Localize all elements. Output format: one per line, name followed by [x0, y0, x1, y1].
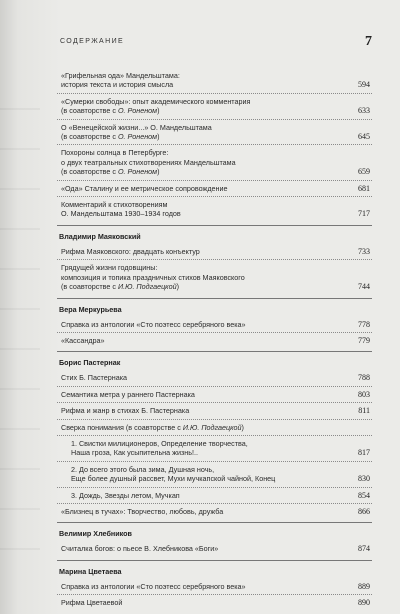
toc-page-number: 890 [358, 598, 370, 608]
toc-entry[interactable] [57, 244, 372, 259]
toc-page-number: 744 [358, 282, 370, 292]
toc-entry-line: (в соавторстве с О. Роненом) [61, 167, 160, 177]
toc-page-number: 854 [358, 490, 370, 500]
toc-page-number: 811 [358, 406, 370, 416]
toc-page-number: 830 [358, 474, 370, 484]
toc-entry-line: Семантика метра у раннего Пастернака [61, 389, 195, 399]
toc-entry-line: «Сумерки свободы»: опыт академического комментария [61, 96, 251, 106]
toc-entry-line: история текста и история смысла [61, 80, 174, 90]
toc-entry[interactable] [57, 332, 372, 348]
toc-entry-title [61, 390, 329, 399]
toc-entry-title [61, 336, 329, 345]
toc-entry[interactable] [57, 68, 372, 93]
toc-entry-line: (в соавторстве с О. Роненом) [61, 106, 160, 116]
toc-entry-line: «Близнец в тучах»: Творчество, любовь, дружба [61, 506, 224, 516]
author-heading: Борис Пастернак [57, 351, 372, 370]
toc-entry-line: о двух театральных стихотворениях Мандельштама [61, 157, 236, 167]
toc-page-number: 717 [358, 209, 370, 219]
toc-entry-title [61, 97, 329, 116]
toc-entry[interactable] [57, 370, 372, 385]
toc-entry-title [61, 544, 329, 553]
toc-entry-line: (в соавторстве с И.Ю. Подгаецкой) [61, 282, 179, 292]
toc-entry-title [61, 373, 329, 382]
toc-entry-line: композиция и топика праздничных стихов Маяковского [61, 272, 245, 282]
toc-entry-title [61, 507, 329, 516]
running-head: СОДЕРЖАНИЕ [60, 38, 125, 45]
toc-entry-title [71, 491, 339, 500]
toc-entry-line: Грядущей жизни годовщины: [61, 263, 158, 273]
toc-entry[interactable] [57, 419, 372, 435]
toc-entry[interactable] [57, 594, 372, 610]
toc-entry-title [61, 263, 329, 291]
author-heading: Вера Меркурьева [57, 298, 372, 317]
toc-entry-line: Еще более душный рассвет, Мухи мучкапской чайной, Конец [71, 474, 276, 484]
toc-entry-title [61, 247, 329, 256]
toc-page-number: 778 [358, 319, 370, 329]
toc-page-number: 681 [358, 183, 370, 193]
toc-page-number: 788 [358, 373, 370, 383]
toc-entry-title [61, 123, 329, 142]
toc-entry-line: 1. Свистки милиционеров, Определение творчества, [71, 438, 248, 448]
toc-entry-line: «Грифельная ода» Мандельштама: [61, 71, 180, 80]
toc-page-number: 874 [358, 544, 370, 554]
toc-entry[interactable] [57, 196, 372, 222]
bleed-through-shadow [0, 70, 40, 550]
toc-entry[interactable] [57, 259, 372, 294]
toc-page-number: 817 [358, 448, 370, 458]
toc-entry-line: «Ода» Сталину и ее метрическое сопровождение [61, 183, 228, 193]
author-heading: Велимир Хлебников [57, 522, 372, 541]
toc-entry[interactable] [57, 119, 372, 145]
toc-entry-line: Считалка богов: о пьесе В. Хлебникова «Боги» [61, 544, 219, 554]
toc-page-number: 594 [358, 80, 370, 90]
toc-entry[interactable] [57, 503, 372, 519]
toc-entry[interactable] [57, 317, 372, 332]
toc-entry[interactable] [57, 180, 372, 196]
toc-entry[interactable] [57, 461, 372, 487]
toc-entry[interactable] [57, 93, 372, 119]
toc-page-number: 659 [358, 167, 370, 177]
toc-entry-line: О. Мандельштама 1930–1934 годов [61, 209, 181, 219]
toc-entry-line: О «Венецейской жизни...» О. Мандельштама [61, 122, 212, 132]
toc-entry-title [61, 71, 329, 90]
toc-entry[interactable] [57, 579, 372, 594]
toc-entry[interactable] [57, 402, 372, 418]
toc-entry-line: (в соавторстве с О. Роненом) [61, 132, 160, 142]
toc-entry-line: Рифма Маяковского: двадцать конъектур [61, 246, 200, 256]
toc-entry-title [61, 200, 329, 219]
toc-entry-line: Комментарий к стихотворениям [61, 200, 168, 210]
toc-entry-title [61, 423, 329, 432]
toc-entry[interactable] [57, 435, 372, 461]
toc-entry[interactable] [57, 541, 372, 556]
toc-entry[interactable] [57, 386, 372, 402]
table-of-contents [57, 68, 372, 611]
toc-entry-line: «Кассандра» [61, 335, 105, 345]
toc-page-number: 633 [358, 106, 370, 116]
toc-entry-line: Справка из антологии «Сто поэтесс серебряного века» [61, 319, 246, 329]
author-heading: Владимир Маяковский [57, 225, 372, 244]
toc-entry-title [61, 320, 329, 329]
toc-entry-title [71, 465, 339, 484]
toc-entry-line: 2. До всего этого была зима, Душная ночь, [71, 464, 215, 474]
toc-page-number: 733 [358, 246, 370, 256]
toc-page-number: 779 [358, 335, 370, 345]
toc-entry-title [61, 148, 329, 176]
toc-entry-title [71, 439, 339, 458]
toc-entry[interactable] [57, 487, 372, 503]
toc-page-number: 889 [358, 581, 370, 591]
toc-entry-line: Стих Б. Пастернака [61, 373, 128, 383]
page-header [60, 36, 372, 50]
toc-entry-title [61, 582, 329, 591]
toc-entry[interactable] [57, 144, 372, 179]
toc-entry-title [61, 406, 329, 415]
toc-page-number: 803 [358, 389, 370, 399]
toc-page-number: 866 [358, 506, 370, 516]
toc-entry-line: Справка из антологии «Сто поэтесс серебряного века» [61, 581, 246, 591]
toc-entry-line: Наша гроза, Как усыпительна жизнь!.. [71, 448, 198, 458]
page-number: 7 [365, 34, 372, 49]
author-heading: Марина Цветаева [57, 560, 372, 579]
toc-entry-line: 3. Дождь, Звезды летом, Мучкап [71, 490, 180, 500]
toc-entry-line: Рифма и жанр в стихах Б. Пастернака [61, 406, 190, 416]
toc-entry-title [61, 598, 329, 607]
toc-entry-line: Похороны солнца в Петербурге: [61, 148, 169, 158]
toc-entry-line: Сверка понимания (в соавторстве с И.Ю. Подгаецкой) [61, 422, 244, 432]
toc-entry-line: Рифма Цветаевой [61, 598, 123, 608]
toc-page-number: 645 [358, 132, 370, 142]
toc-entry-title [61, 184, 329, 193]
